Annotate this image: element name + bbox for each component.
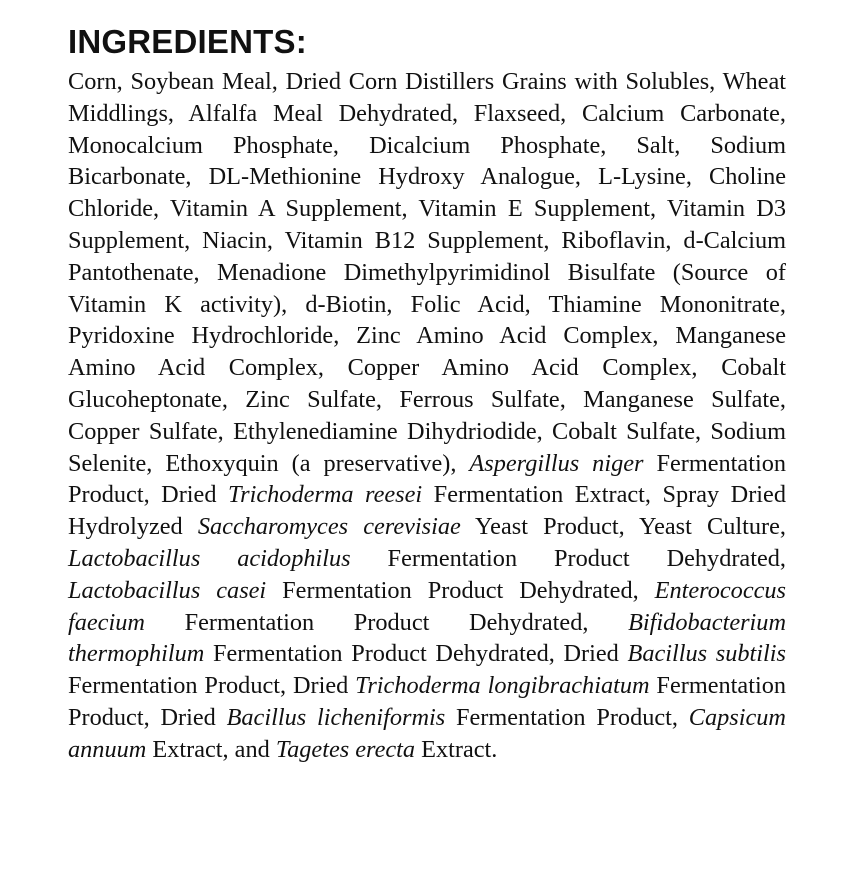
ingredient-text-segment: Fermentation Product Dehydrated, (266, 576, 655, 604)
ingredient-text-segment: Fermentation Product, (445, 703, 689, 731)
ingredient-text-segment: Fermentation Product Dehydrated, Dried (204, 640, 628, 668)
ingredient-text-segment: Extract, and (146, 735, 276, 763)
ingredient-text-segment: Extract. (415, 735, 498, 763)
italic-species-name: Aspergillus niger (469, 449, 644, 477)
ingredient-text-segment: Fermentation Product Dehydrated, (144, 608, 629, 636)
italic-species-name: Lactobacillus acidophilus (68, 544, 351, 572)
italic-species-name: Bacillus licheniformis (226, 703, 446, 731)
italic-species-name: Trichoderma reesei (228, 481, 423, 509)
ingredient-text-segment: Fermentation Product, Dried (68, 449, 786, 509)
italic-species-name: Bacillus subtilis (627, 640, 786, 668)
ingredients-list (68, 66, 786, 766)
ingredient-text-segment: Fermentation Product, Dried (68, 672, 786, 731)
italic-species-name: Enterococcus faecium (68, 576, 786, 636)
italic-species-name: Lactobacillus casei (68, 576, 267, 604)
italic-species-name: Bifidobacterium thermophilum (68, 608, 786, 668)
italic-species-name: Tagetes erecta (275, 735, 416, 763)
ingredients-label (68, 22, 786, 766)
ingredient-text-segment: Corn, Soybean Meal, Dried Corn Distillers Grains with Solubles, Wheat Middlings, Alfalfa Meal Dehydrated, Flaxseed, Calcium Carbonate, Monocalcium Phosphate, Dicalcium Phosphate, Salt, Sodium Bicarbonate, DL-Methionine Hydroxy Analogue, L-Lysine, Choline Chloride, Vitamin A Supplement, Vitamin E Supplement, Vitamin D3 Supplement, Niacin, Vitamin B12 Supplement, Riboflavin, d-Calcium Pantothenate, Menadione Dimethylpyrimidinol Bisulfate (Source of Vitamin K activity), d-Biotin, Folic Acid, Thiamine Mononitrate, Pyridoxine Hydrochloride, Zinc Amino Acid Complex, Manganese Amino Acid Complex, Copper Amino Acid Complex, Cobalt Glucoheptonate, Zinc Sulfate, Ferrous Sulfate, Manganese Sulfate, Copper Sulfate, Ethylenediamine Dihydriodide, Cobalt Sulfate, Sodium Selenite, Ethoxyquin (a preservative), (68, 68, 786, 477)
italic-species-name: Capsicum annuum (68, 703, 786, 763)
ingredient-text-segment: Fermentation Extract, Spray Dried Hydrolyzed (68, 481, 786, 541)
ingredient-text-segment: Yeast Product, Yeast Culture, (460, 513, 786, 541)
ingredients-heading: INGREDIENTS: (68, 23, 307, 60)
ingredient-text-segment: Fermentation Product Dehydrated, (350, 544, 786, 572)
italic-species-name: Saccharomyces cerevisiae (197, 513, 461, 541)
ingredient-text-segment: Fermentation Product, Dried (68, 672, 356, 700)
italic-species-name: Trichoderma longibrachiatum (355, 672, 650, 700)
